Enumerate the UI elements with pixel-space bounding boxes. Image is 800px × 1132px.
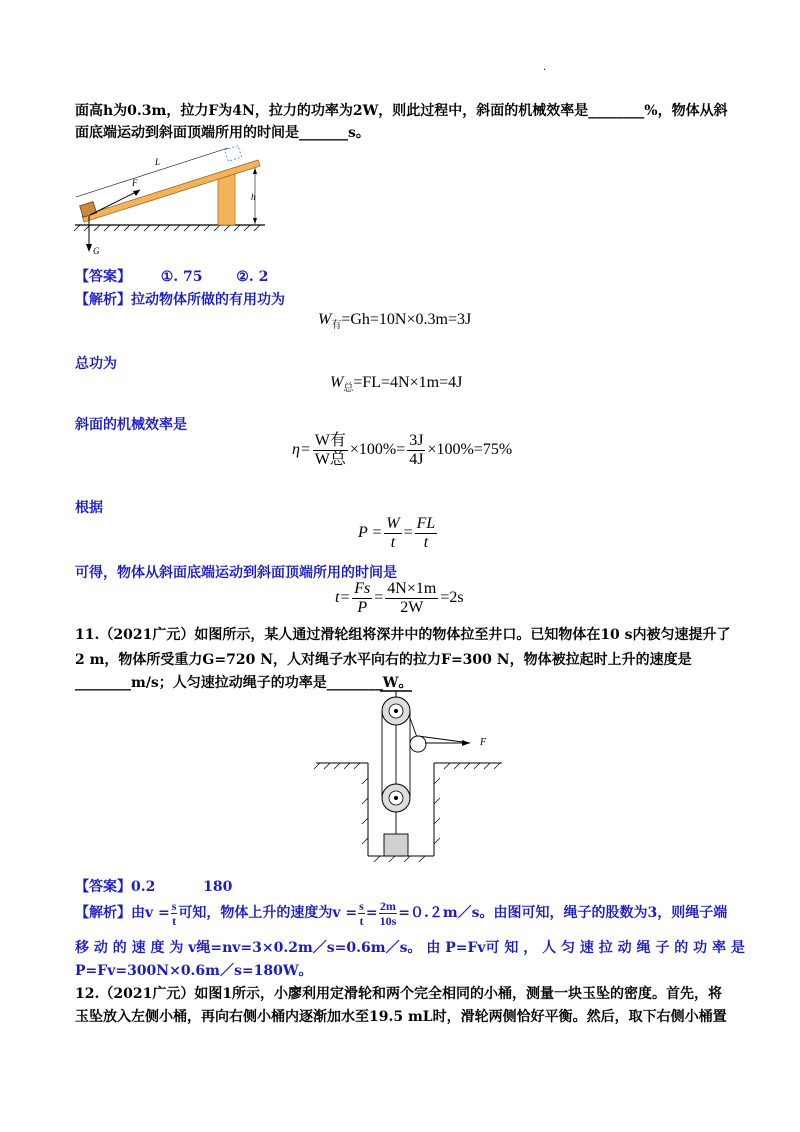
eq-end: ×100%=75%: [427, 441, 513, 459]
fraction: [352, 580, 372, 617]
fraction-numerator: FL: [416, 515, 436, 532]
equation-efficiency: [292, 432, 512, 469]
eq-symbol: P =: [358, 524, 383, 542]
solution-text: =: [365, 905, 378, 921]
fraction-numerator: 2m: [379, 898, 396, 913]
fraction: [384, 515, 401, 552]
fraction-numerator: 3J: [409, 432, 424, 449]
lifted-object: [384, 834, 408, 856]
question-10-line-2: 面底端运动到斜面顶端所用的时间是_______s。: [75, 125, 370, 141]
solution-10-intro: [75, 289, 285, 309]
question-12-line-1: 12.（2021广元）如图1所示，小廖利用定滑轮和两个完全相同的小桶，测量一块玉坠的密度。首先，将: [75, 986, 723, 1002]
fraction-denominator: t: [390, 534, 396, 551]
question-11-line-1: 11.（2021广元）如图所示，某人通过滑轮组将深井中的物体拉至井口。已知物体在10 s内被匀速提升了: [75, 627, 731, 643]
basis-label: 根据: [75, 500, 103, 516]
total-work-label: 总功为: [75, 356, 117, 372]
efficiency-label: 斜面的机械效率是: [75, 417, 187, 433]
answer-value-2: ②. 2: [236, 269, 269, 285]
fraction-denominator: P: [357, 599, 368, 616]
fraction-denominator: 4J: [409, 451, 424, 468]
well-walls: [316, 763, 502, 856]
equation-power: [358, 515, 439, 552]
answer-label: 【答案】: [75, 269, 131, 285]
length-line: [76, 148, 228, 197]
fraction-numerator: s: [171, 898, 177, 913]
fraction: [407, 432, 425, 469]
page-mark: .: [543, 62, 547, 73]
answer-label: 【答案】: [75, 879, 131, 895]
equation-time: [335, 580, 464, 617]
question-11-line-3: ________m/s；人匀速拉动绳子的功率是________W。: [75, 675, 413, 691]
eq-subscript: 有: [331, 320, 342, 331]
guide-pulley: [410, 736, 426, 752]
solution-label: 【解析】: [75, 292, 131, 308]
solution-11-line-2: 移 动 的 速 度 为 v绳=nv=3×0.2m／s=0.6m／s。 由 P=Fv可 知 ， 人 匀 速 拉 动 绳 子 的 功 率 是: [75, 940, 745, 956]
fraction: [171, 899, 178, 928]
support-block: [218, 173, 235, 225]
fraction-denominator: t: [359, 913, 364, 928]
answer-10: [75, 266, 268, 286]
solution-label: 【解析】: [75, 905, 131, 921]
length-label: L: [155, 157, 161, 167]
fraction-numerator: W有: [314, 432, 346, 449]
fraction-denominator: t: [172, 913, 177, 928]
fraction: [385, 580, 438, 617]
solution-11-line-3: P=Fv=300N×0.6m／s=180W。: [75, 963, 313, 979]
fraction: [379, 899, 398, 928]
solution-11-line-1: [75, 898, 727, 928]
eq-equals: =: [374, 589, 384, 607]
eq-symbol: W: [318, 311, 332, 328]
question-11-line-2: 2 m，物体所受重力G=720 N，人对绳子水平向右的拉力F=300 N，物体被拉起时上升的速度是: [75, 652, 692, 668]
answer-value-2: 180: [203, 879, 233, 895]
eq-rhs: =FL=4N×1m=4J: [353, 374, 463, 391]
height-label: h: [251, 192, 256, 202]
answer-value-1: ①. 75: [160, 269, 203, 285]
equation-useful-work: [318, 311, 471, 331]
eq-subscript: 总: [343, 383, 354, 394]
eq-equals: =: [403, 524, 413, 542]
equation-total-work: [330, 374, 462, 394]
fraction-denominator: t: [423, 534, 429, 551]
solution-intro-text: 拉动物体所做的有用功为: [131, 292, 285, 308]
fraction-denominator: W总: [314, 451, 346, 468]
fraction: [313, 432, 348, 469]
incline-figure: [70, 140, 270, 265]
pulley-well-figure: [310, 688, 510, 863]
gravity-label: G: [93, 246, 100, 256]
eq-mid: ×100%=: [349, 441, 406, 459]
fraction: [415, 515, 438, 552]
fraction-numerator: Fs: [354, 580, 371, 597]
solution-text: 由v =: [131, 905, 170, 921]
solution-text: =０.２m／s。由图可知，绳子的股数为3，则绳子端: [398, 905, 728, 921]
question-10-line-1: 面高h为0.3m，拉力F为4N，拉力的功率为2W，则此过程中，斜面的机械效率是________%，物体从斜: [75, 103, 728, 119]
eq-end: =2s: [440, 589, 464, 607]
eq-symbol: W: [330, 374, 344, 391]
pull-force-label: F: [480, 737, 487, 748]
fraction-denominator: 10s: [379, 913, 397, 928]
fraction-numerator: W: [386, 515, 400, 532]
fraction-numerator: 4N×1m: [387, 580, 437, 597]
eq-rhs: =Gh=10N×0.3m=3J: [341, 311, 472, 328]
ground-hatch: [74, 225, 265, 231]
eta-symbol: η=: [292, 441, 311, 459]
fraction: [358, 899, 365, 928]
answer-11: [75, 876, 232, 896]
eq-symbol: t=: [335, 589, 351, 607]
fraction-denominator: 2W: [400, 599, 424, 616]
result-label: 可得，物体从斜面底端运动到斜面顶端所用的时间是: [75, 565, 397, 581]
force-label: F: [132, 178, 138, 188]
fraction-numerator: s: [359, 898, 364, 913]
question-12-line-2: 玉坠放入左侧小桶，再向右侧小桶内逐渐加水至19.5 mL时，滑轮两侧恰好平衡。然后，取下右侧小桶置: [75, 1009, 727, 1025]
answer-value-1: 0.2: [131, 879, 156, 895]
solution-text: 可知，物体上升的速度为v =: [178, 905, 358, 921]
